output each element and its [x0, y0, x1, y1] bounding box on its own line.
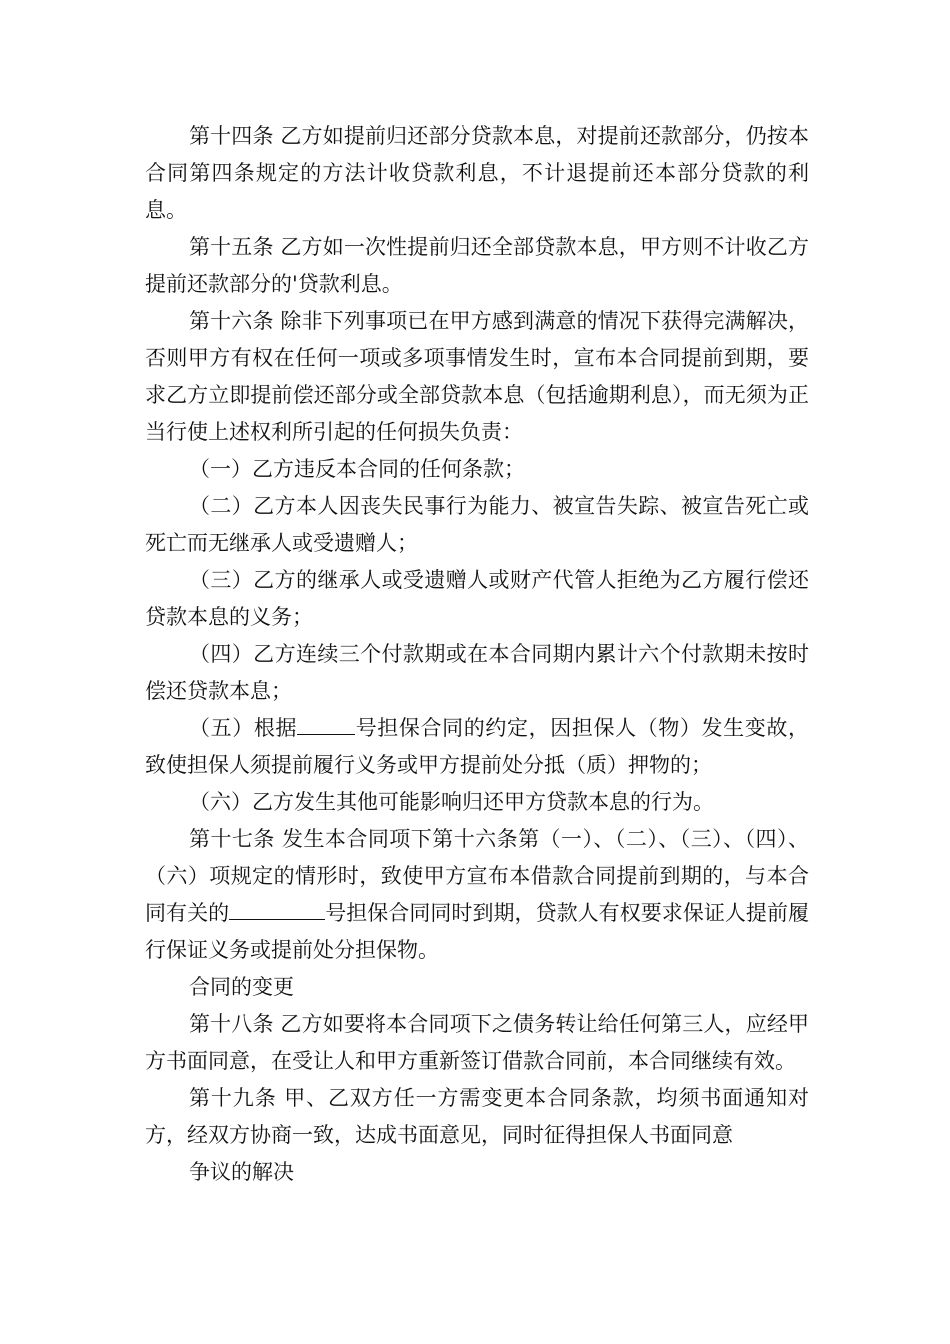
section-heading-dispute-resolution: 争议的解决 [189, 1160, 294, 1184]
article-16-item-3: （三）乙方的继承人或受遗赠人或财产代管人拒绝为乙方履行偿还贷款本息的义务； [145, 568, 809, 629]
article-17-rest: 号担保合同同时到期，贷款人有权要求保证人提前履行保证义务或提前处分担保物。 [145, 901, 810, 962]
guarantee-contract-number-blank [229, 897, 325, 920]
article-16-item-1: （一）乙方违反本合同的任何条款； [189, 457, 525, 481]
article-17-lead: 第十七条 发生本合同项下第十六条第（一）、（二）、（三）、（四）、（六）项规定的情形时，致使甲方宣布本借款合同提前到期的，与本合同有关的 [145, 827, 809, 925]
article-16-item-5 [145, 710, 809, 784]
article-16-item-5-lead: （五）根据 [189, 716, 298, 740]
article-18: 第十八条 乙方如要将本合同项下之债务转让给任何第三人，应经甲方书面同意，在受让人和甲方重新签订借款合同前，本合同继续有效。 [145, 1012, 809, 1073]
article-16-item-6: （六）乙方发生其他可能影响归还甲方贷款本息的行为。 [189, 790, 714, 814]
article-16-item-4: （四）乙方连续三个付款期或在本合同期内累计六个付款期未按时偿还贷款本息； [145, 642, 809, 703]
article-16-item-2: （二）乙方本人因丧失民事行为能力、被宣告失踪、被宣告死亡或死亡而无继承人或受遗赠人； [145, 494, 809, 555]
document-body [145, 118, 809, 1191]
article-17 [145, 821, 809, 969]
article-16: 第十六条 除非下列事项已在甲方感到满意的情况下获得完满解决，否则甲方有权在任何一项或多项事情发生时，宣布本合同提前到期，要求乙方立即提前偿还部分或全部贷款本息（包括逾期利息），而无须为正当行使上述权利所引起的任何损失负责： [145, 309, 809, 444]
article-19: 第十九条 甲、乙双方任一方需变更本合同条款，均须书面通知对方，经双方协商一致，达成书面意见，同时征得担保人书面同意 [145, 1086, 809, 1147]
article-16-item-5-rest: 号担保合同的约定，因担保人（物）发生变故，致使担保人须提前履行义务或甲方提前处分抵（质）押物的； [145, 716, 809, 777]
article-14: 第十四条 乙方如提前归还部分贷款本息，对提前还款部分，仍按本合同第四条规定的方法计收贷款利息，不计退提前还本部分贷款的利息。 [145, 124, 809, 222]
contract-number-blank [297, 712, 355, 735]
article-15: 第十五条 乙方如一次性提前归还全部贷款本息，甲方则不计收乙方提前还款部分的'贷款利息。 [145, 235, 809, 296]
section-heading-contract-change: 合同的变更 [189, 975, 294, 999]
